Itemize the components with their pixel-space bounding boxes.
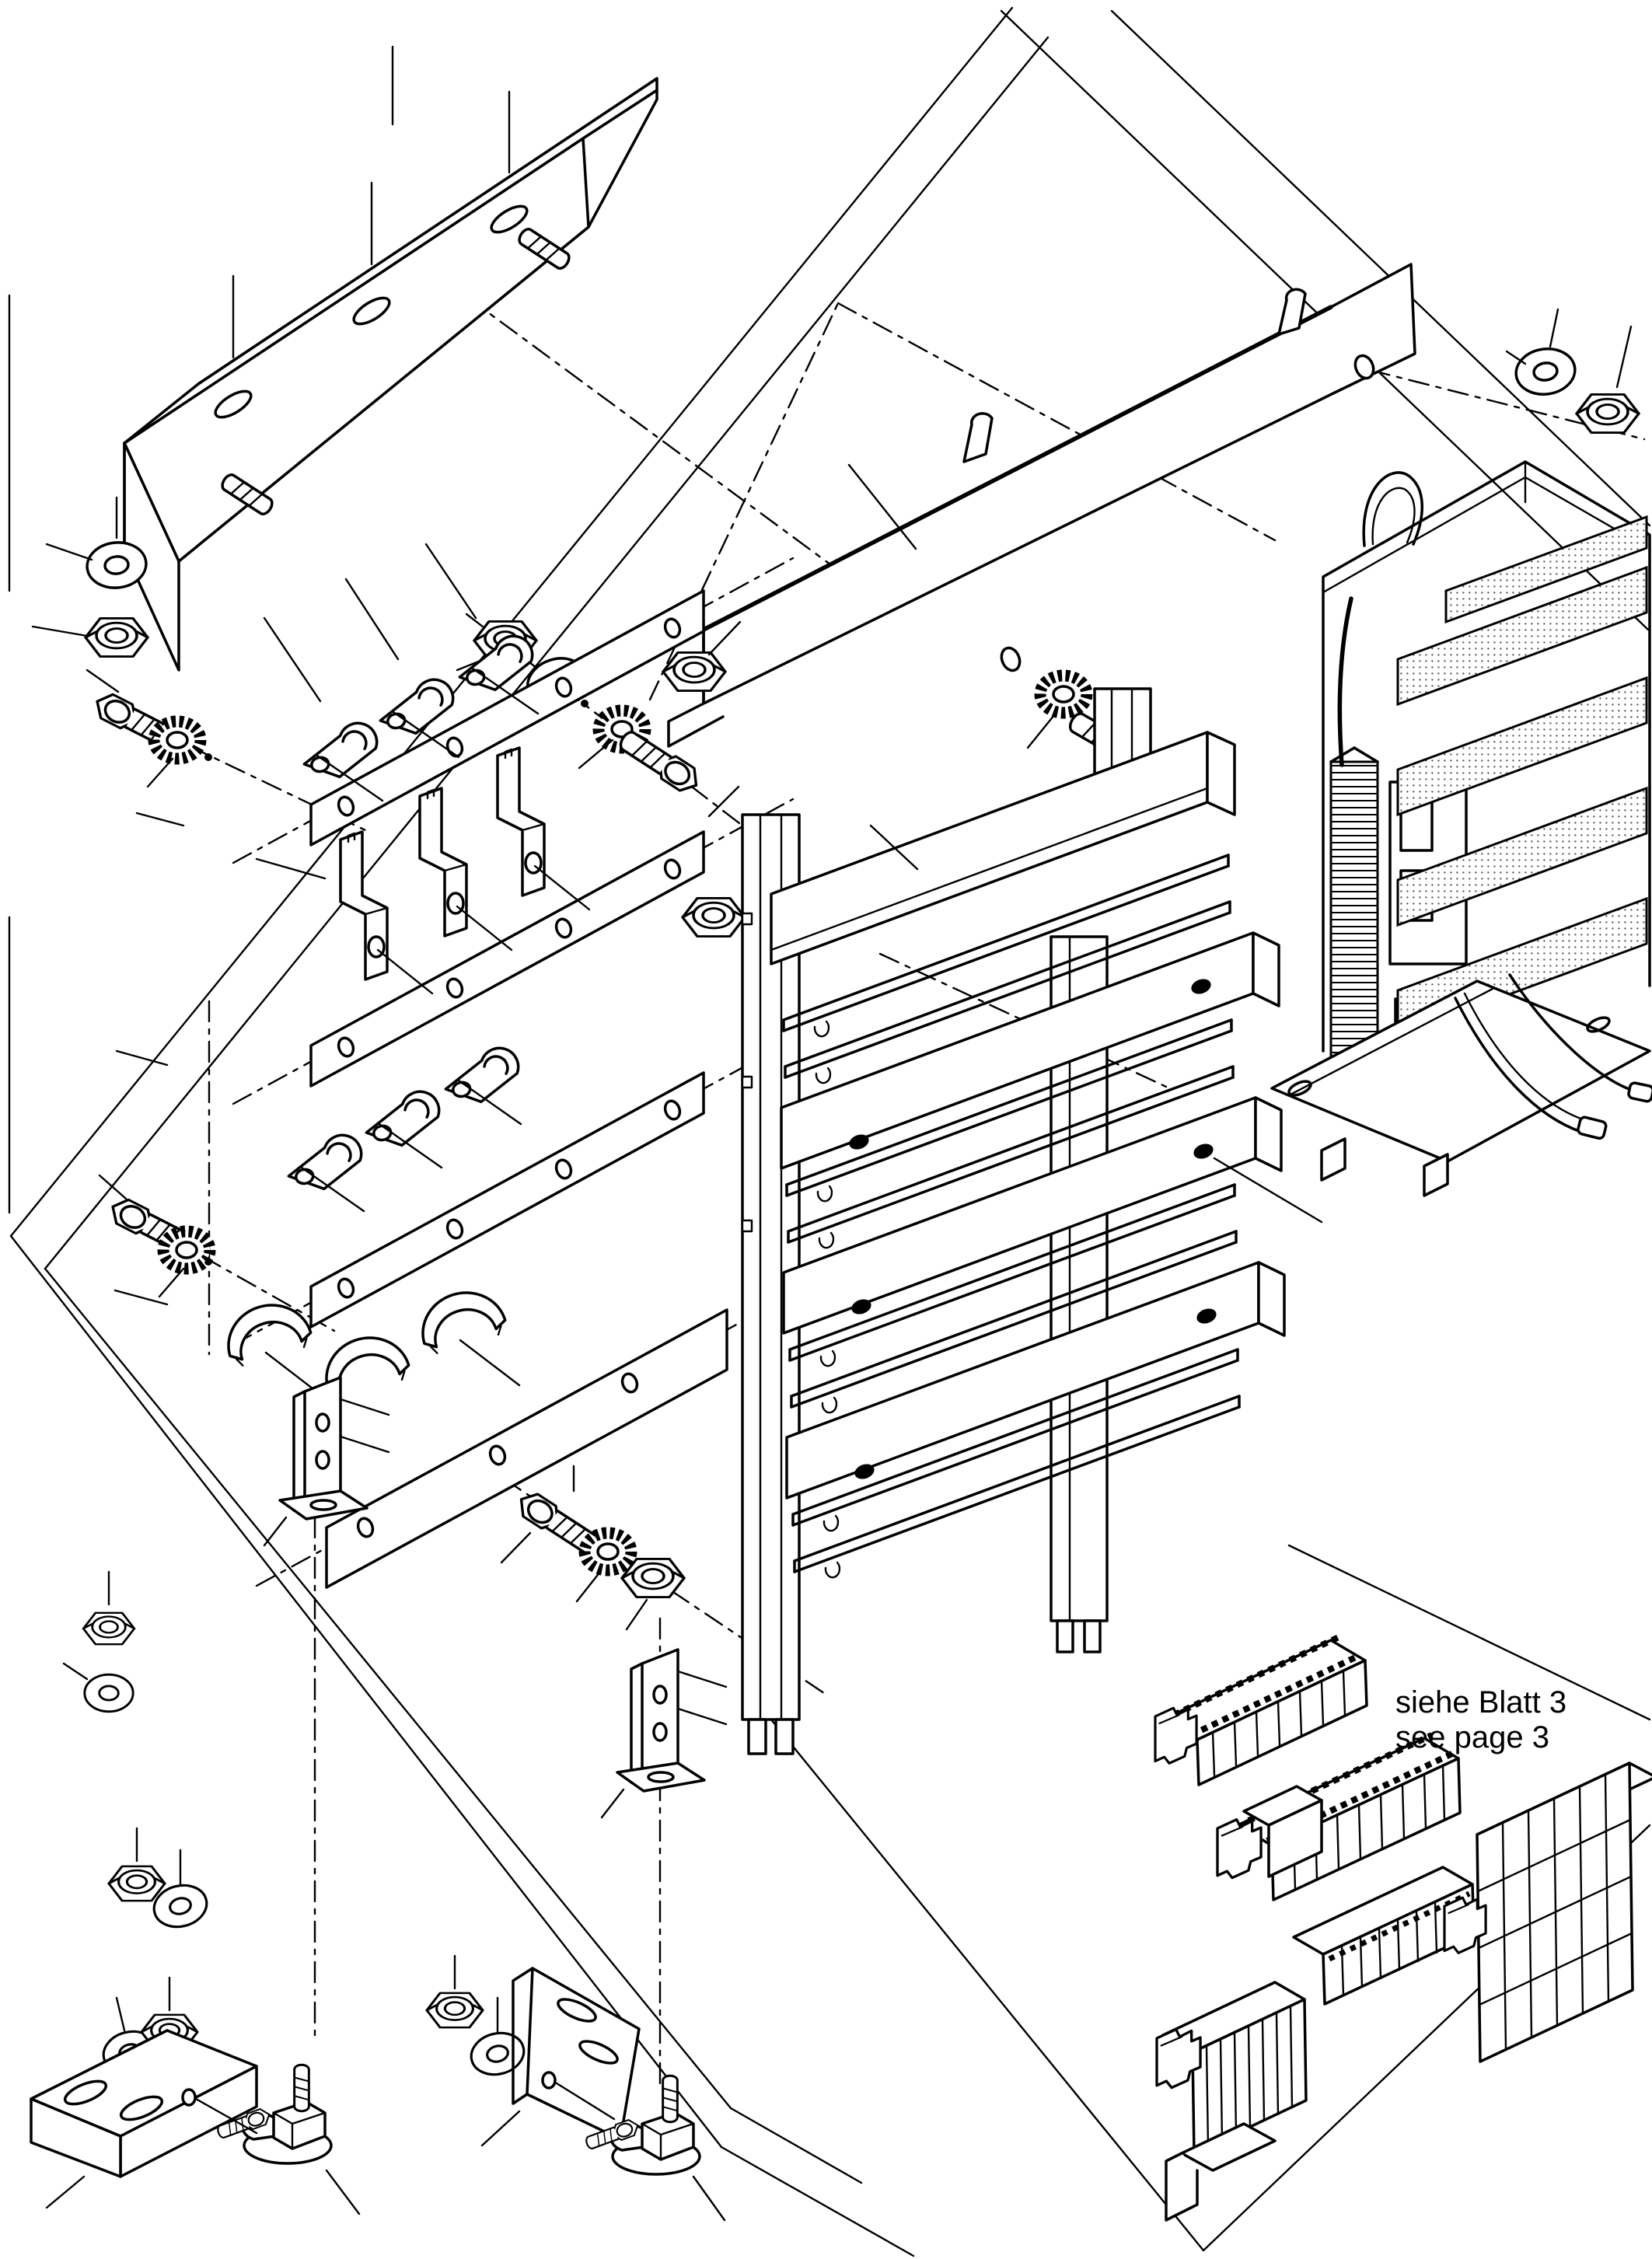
z-bracket	[420, 788, 466, 936]
finned-module	[1157, 1982, 1306, 2220]
fastener-trio-bottom	[501, 1466, 684, 1629]
fuse-block	[1477, 1763, 1652, 2062]
cable-clip	[361, 1089, 444, 1151]
control-cabinet-assembly	[1272, 462, 1652, 1196]
terminal-strip-a	[1155, 1637, 1367, 1785]
bottom-center-bracket-assembly	[427, 1956, 725, 2220]
hex-lock-nut	[622, 1559, 684, 1597]
notched-cover-plate	[669, 264, 1415, 746]
busbar-strip	[311, 1073, 704, 1327]
hex-lock-nut	[427, 1993, 483, 2027]
flat-washer	[85, 1674, 133, 1712]
flat-washer	[467, 2027, 529, 2079]
hex-lock-nut	[663, 652, 725, 690]
serrated-lock-washer	[585, 1533, 631, 1570]
serrated-lock-washer	[163, 1231, 210, 1269]
z-bracket	[341, 832, 387, 979]
cable-clip	[440, 1046, 523, 1108]
relay-module-row	[1294, 1867, 1486, 2004]
z-bracket	[498, 748, 544, 896]
serrated-lock-washer	[1040, 676, 1087, 713]
hex-lock-nut	[83, 1613, 134, 1644]
cable-clip	[375, 677, 458, 739]
hex-lock-nut	[683, 898, 745, 936]
washer-nut-top-right	[1507, 309, 1639, 433]
note-line-1: siehe Blatt 3	[1395, 1685, 1567, 1720]
hex-bolt	[616, 727, 704, 797]
hex-lock-nut	[86, 618, 148, 656]
frame-top-beam	[771, 732, 1235, 964]
mounting-frame	[742, 689, 1322, 1754]
note	[1395, 1685, 1566, 1754]
slotted-angle-rail	[124, 47, 657, 670]
l-bracket	[31, 2030, 257, 2208]
cabinet-base-plate	[1272, 981, 1650, 1196]
bottom-left-bracket-assembly	[31, 1572, 359, 2214]
hex-lock-nut	[109, 1866, 165, 1901]
cover-plate-notch	[964, 414, 992, 462]
u-clamp	[220, 1297, 314, 1368]
cable-clip	[283, 1133, 366, 1195]
hex-lock-nut	[1577, 394, 1639, 432]
cabinet-cable-loop	[1339, 473, 1422, 765]
serrated-lock-washer	[154, 721, 201, 759]
busbar-cluster	[87, 544, 745, 1587]
tall-l-bracket-lower	[602, 1650, 726, 1817]
u-clamp	[414, 1284, 508, 1356]
note-line-2: see page 3	[1395, 1720, 1549, 1754]
flat-washer	[1513, 345, 1577, 398]
